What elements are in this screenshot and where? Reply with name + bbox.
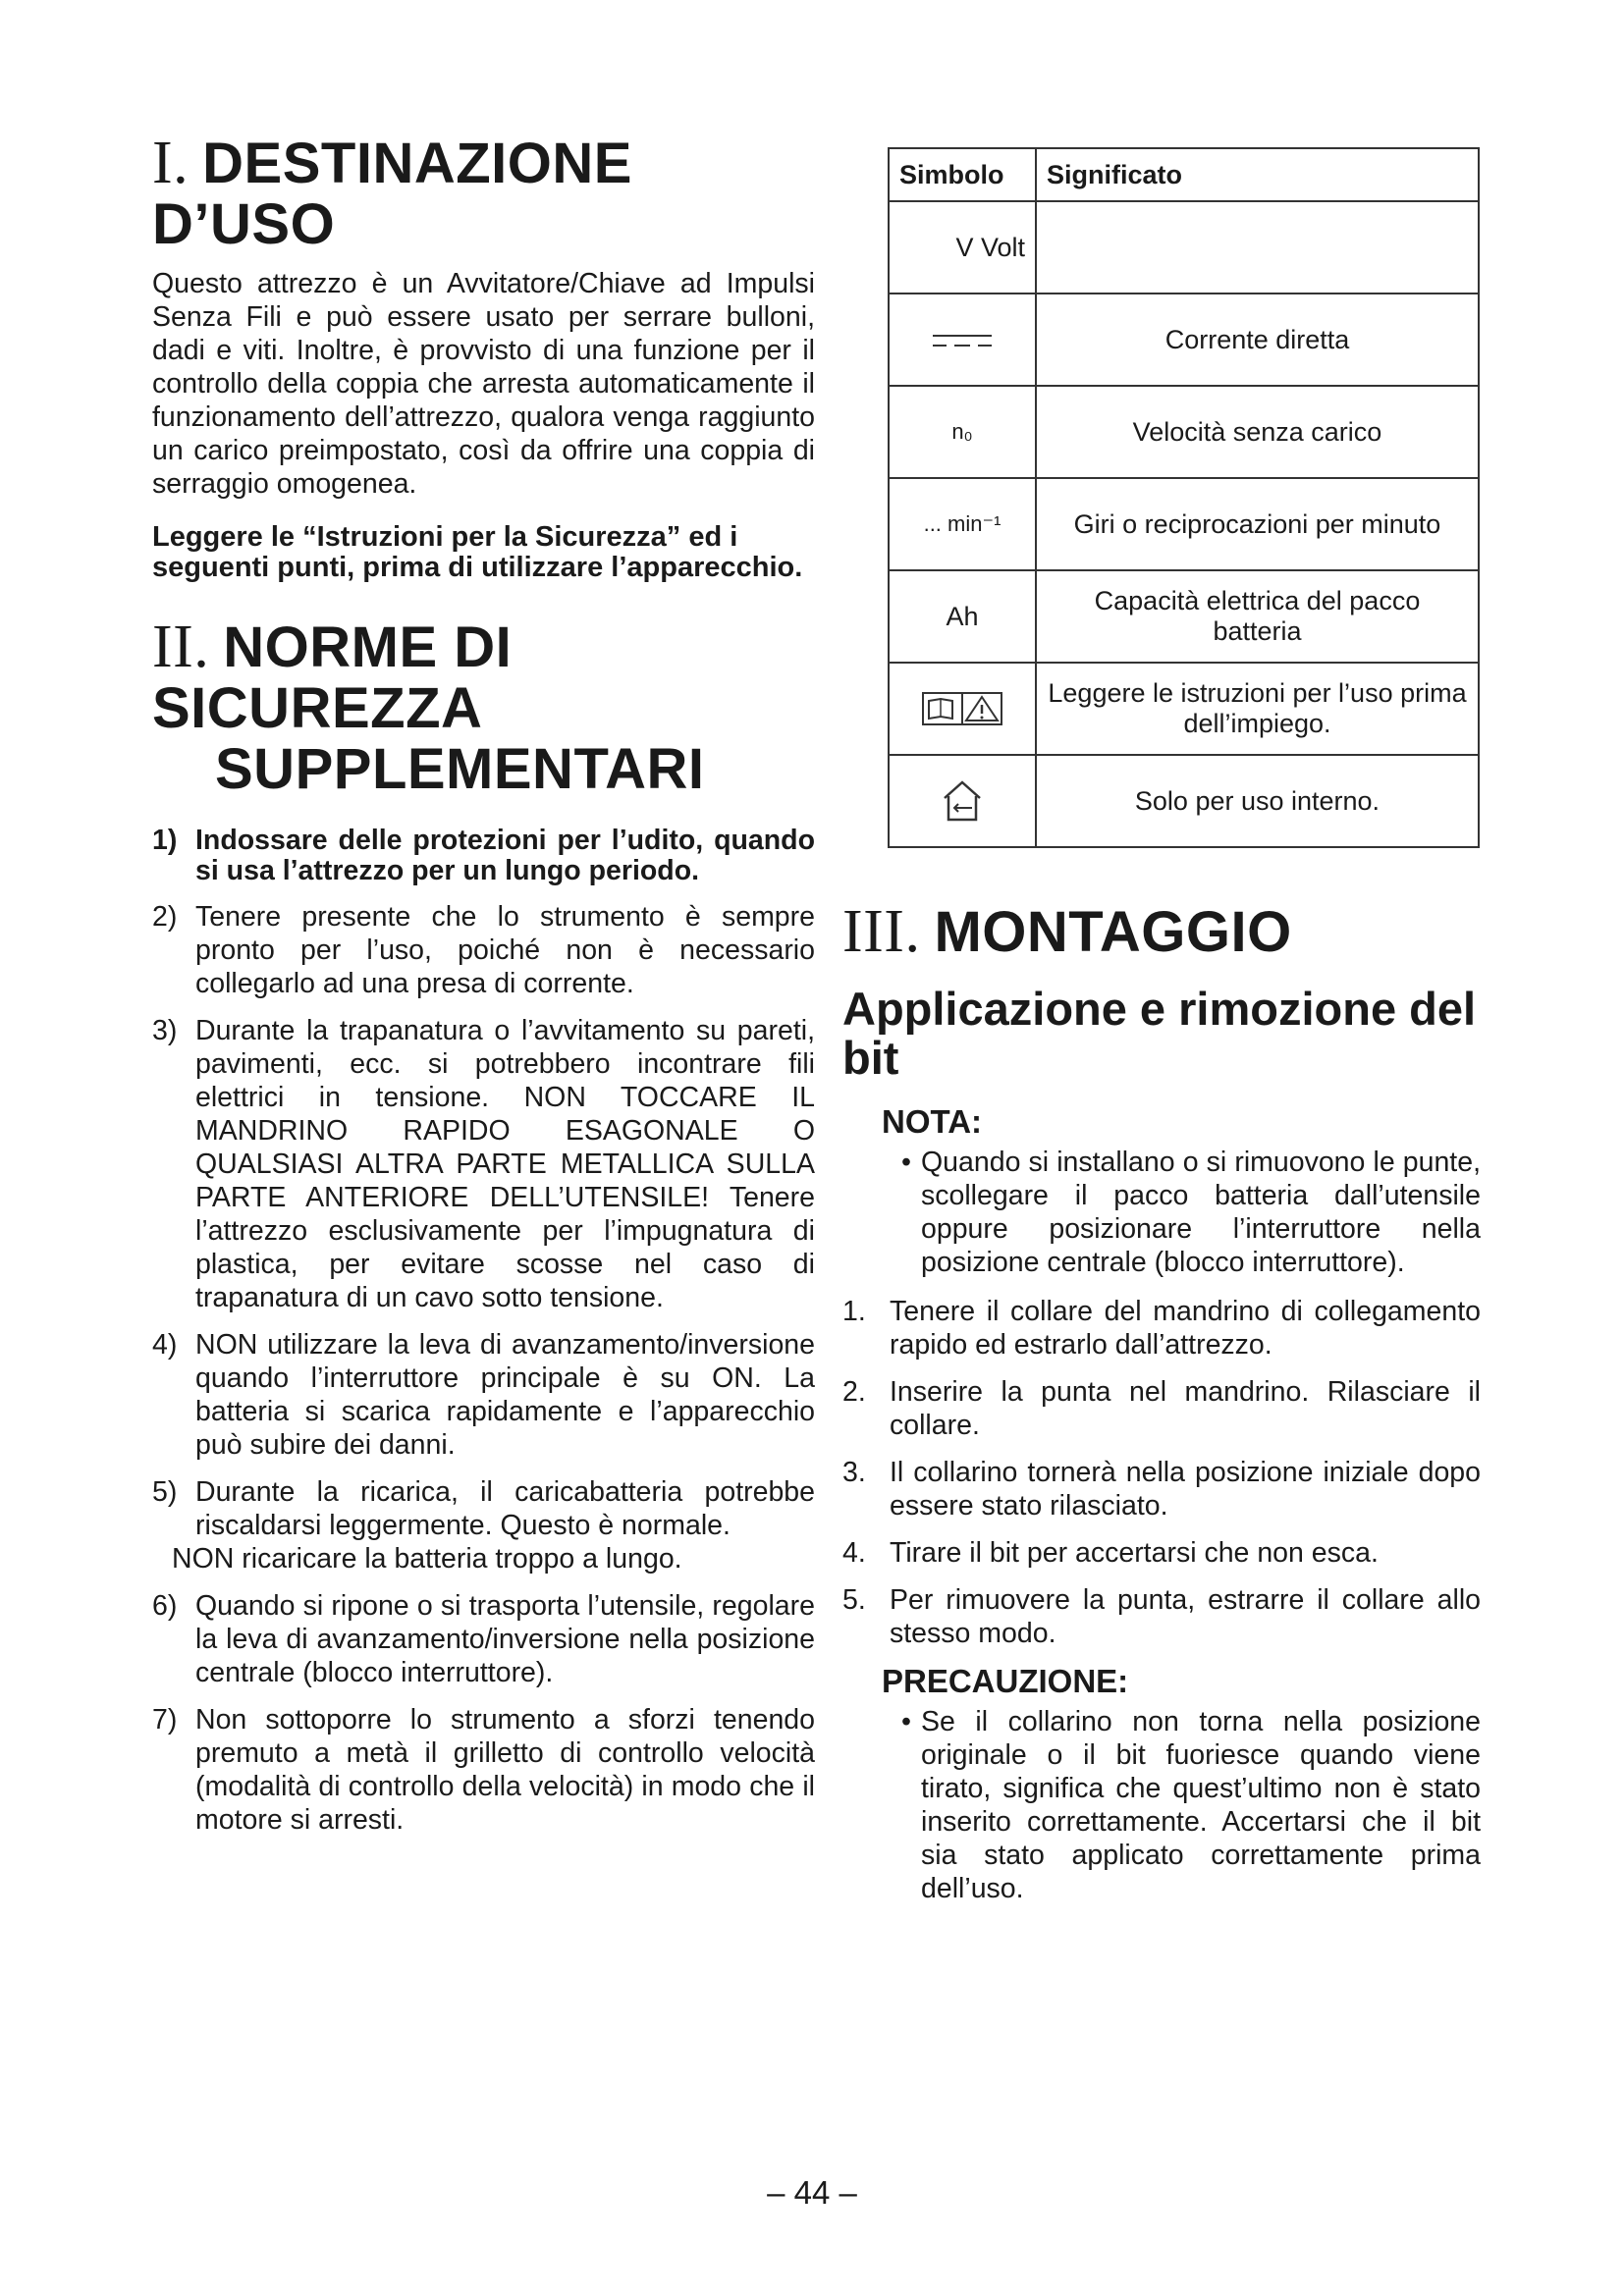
step-text: Inserire la punta nel mandrino. Rilasciare il collare. bbox=[890, 1376, 1481, 1441]
item-text: Durante la ricarica, il caricabatteria potrebbe riscaldarsi leggermente. Questo è normale. bbox=[195, 1476, 815, 1541]
list-item bbox=[152, 1475, 815, 1575]
item-text: Non sottoporre lo strumento a sforzi tenendo premuto a metà il grilletto di controllo velocità (modalità di controllo della velocità) in modo che il motore si arresti. bbox=[195, 1704, 815, 1836]
section3-subtitle: Applicazione e rimozione del bit bbox=[842, 983, 1477, 1084]
section1-bold-note: Leggere le “Istruzioni per la Sicurezza” ed i seguenti punti, prima di utilizzare l’apparecchio. bbox=[152, 521, 803, 583]
table-header-row bbox=[889, 148, 1479, 201]
item-text: Durante la trapanatura o l’avvitamento su pareti, pavimenti, ecc. si potrebbero incontrare fili elettrici in tensione. NON TOCCARE IL MANDRINO RAPIDO ESAGONALE O QUALSIASI ALTRA PARTE METALLICA SULLA PARTE ANTERIORE DELL’UTENSILE! Tenere l’attrezzo esclusivamente per l’impugnatura di plastica, per evitare scosse nel caso di trapanatura di un cavo sotto tensione. bbox=[195, 1015, 815, 1313]
bullet-icon: • bbox=[901, 1706, 911, 1737]
symbol-cell: ... min⁻¹ bbox=[889, 478, 1036, 570]
symbol-cell: Ah bbox=[889, 570, 1036, 663]
symbol-cell bbox=[889, 755, 1036, 847]
header-meaning: Significato bbox=[1036, 148, 1479, 201]
item-trail-text: NON ricaricare la batteria troppo a lungo. bbox=[172, 1543, 682, 1575]
step-number: 1. bbox=[842, 1296, 866, 1327]
direct-current-icon bbox=[931, 330, 994, 351]
symbol-table bbox=[888, 147, 1480, 848]
section1-heading bbox=[152, 130, 815, 256]
table-row bbox=[889, 570, 1479, 663]
caution-paragraph bbox=[901, 1705, 1481, 1905]
step-number: 3. bbox=[842, 1457, 866, 1488]
section3-title: MONTAGGIO bbox=[934, 900, 1292, 964]
section2-title-line1: NORME DI SICUREZZA bbox=[152, 615, 513, 740]
section2-numeral: II. bbox=[152, 614, 210, 680]
indoor-use-icon bbox=[939, 778, 986, 824]
step-number: 5. bbox=[842, 1584, 866, 1616]
item-number: 1) bbox=[152, 825, 178, 856]
item-number: 3) bbox=[152, 1015, 178, 1046]
table-row bbox=[889, 201, 1479, 294]
step-text: Per rimuovere la punta, estrarre il collare allo stesso modo. bbox=[890, 1584, 1481, 1649]
item-text: Quando si ripone o si trasporta l’utensile, regolare la leva di avanzamento/inversione nella posizione centrale (blocco interruttore). bbox=[195, 1590, 815, 1688]
list-item bbox=[842, 1375, 1481, 1442]
symbol-cell: n₀ bbox=[889, 386, 1036, 478]
table-row bbox=[889, 663, 1479, 755]
safety-list bbox=[152, 826, 815, 1837]
table-row bbox=[889, 755, 1479, 847]
section1-numeral: I. bbox=[152, 130, 189, 196]
left-column bbox=[152, 130, 815, 1850]
meaning-cell: Giri o reciprocazioni per minuto bbox=[1036, 478, 1479, 570]
step-text: Il collarino tornerà nella posizione iniziale dopo essere stato rilasciato. bbox=[890, 1457, 1481, 1522]
caution-label: PRECAUZIONE: bbox=[882, 1663, 1129, 1699]
step-number: 2. bbox=[842, 1376, 866, 1408]
list-item bbox=[152, 826, 815, 886]
list-item bbox=[842, 1456, 1481, 1522]
table-row bbox=[889, 386, 1479, 478]
step-text: Tirare il bit per accertarsi che non esca. bbox=[890, 1537, 1379, 1569]
note-text: Quando si installano o si rimuovono le punte, scollegare il pacco batteria dall’utensile oppure posizionare l’interruttore nella posizione centrale (blocco interruttore). bbox=[921, 1147, 1481, 1278]
item-text: Tenere presente che lo strumento è sempre pronto per l’uso, poiché non è necessario collegarlo ad una presa di corrente. bbox=[195, 901, 815, 999]
caution-text: Se il collarino non torna nella posizione originale o il bit fuoriesce quando viene tirato, significa che quest’ultimo non è stato inserito correttamente. Accertarsi che il bit sia stato applicato correttamente prima dell’uso. bbox=[921, 1706, 1481, 1904]
list-item bbox=[152, 900, 815, 1000]
note-paragraph bbox=[901, 1146, 1481, 1279]
note-label: NOTA: bbox=[882, 1103, 983, 1140]
meaning-cell: Corrente diretta bbox=[1036, 294, 1479, 386]
header-symbol: Simbolo bbox=[889, 148, 1036, 201]
read-manual-warning-icon bbox=[921, 691, 1003, 726]
page-number: – 44 – bbox=[767, 2174, 857, 2211]
meaning-cell: Solo per uso interno. bbox=[1036, 755, 1479, 847]
table-row bbox=[889, 478, 1479, 570]
step-number: 4. bbox=[842, 1537, 866, 1569]
item-number: 4) bbox=[152, 1329, 178, 1361]
list-item bbox=[842, 1536, 1481, 1570]
meaning-cell bbox=[1036, 201, 1479, 294]
section1-paragraph: Questo attrezzo è un Avvitatore/Chiave ad Impulsi Senza Fili e può essere usato per serrare bulloni, dadi e viti. Inoltre, è provvisto di una funzione per il controllo della coppia che arresta automaticamente il funzionamento dell’attrezzo, qualora venga raggiunto un carico preimpostato, così da offrire una coppia di serraggio omogenea. bbox=[152, 268, 815, 500]
item-text: Indossare delle protezioni per l’udito, quando si usa l’attrezzo per un lungo periodo. bbox=[195, 825, 815, 886]
symbol-cell bbox=[889, 663, 1036, 755]
symbol-cell: V Volt bbox=[889, 201, 1036, 294]
section3 bbox=[842, 898, 1481, 1905]
list-item bbox=[842, 1583, 1481, 1650]
right-column bbox=[842, 147, 1481, 1905]
section2-heading bbox=[152, 616, 815, 800]
item-number: 2) bbox=[152, 901, 178, 933]
list-item bbox=[152, 1703, 815, 1837]
section3-heading bbox=[842, 898, 1481, 965]
item-text: NON utilizzare la leva di avanzamento/inversione quando l’interruttore principale è su ON. La batteria si scarica rapidamente e l’apparecchio può subire dei danni. bbox=[195, 1329, 815, 1461]
item-number: 6) bbox=[152, 1590, 178, 1622]
table-row bbox=[889, 294, 1479, 386]
section3-numeral: III. bbox=[842, 898, 921, 965]
meaning-cell: Velocità senza carico bbox=[1036, 386, 1479, 478]
item-number: 7) bbox=[152, 1704, 178, 1735]
list-item bbox=[842, 1295, 1481, 1362]
list-item bbox=[152, 1589, 815, 1689]
steps-list bbox=[842, 1295, 1481, 1650]
step-text: Tenere il collare del mandrino di collegamento rapido ed estrarlo dall’attrezzo. bbox=[890, 1296, 1481, 1361]
item-number: 5) bbox=[152, 1476, 178, 1508]
list-item bbox=[152, 1014, 815, 1314]
meaning-cell: Leggere le istruzioni per l’uso prima dell’impiego. bbox=[1036, 663, 1479, 755]
section2-title-line2: SUPPLEMENTARI bbox=[215, 737, 705, 801]
meaning-cell: Capacità elettrica del pacco batteria bbox=[1036, 570, 1479, 663]
bullet-icon: • bbox=[901, 1147, 911, 1178]
symbol-cell bbox=[889, 294, 1036, 386]
list-item bbox=[152, 1328, 815, 1462]
section1-title: DESTINAZIONE D’USO bbox=[152, 132, 632, 256]
